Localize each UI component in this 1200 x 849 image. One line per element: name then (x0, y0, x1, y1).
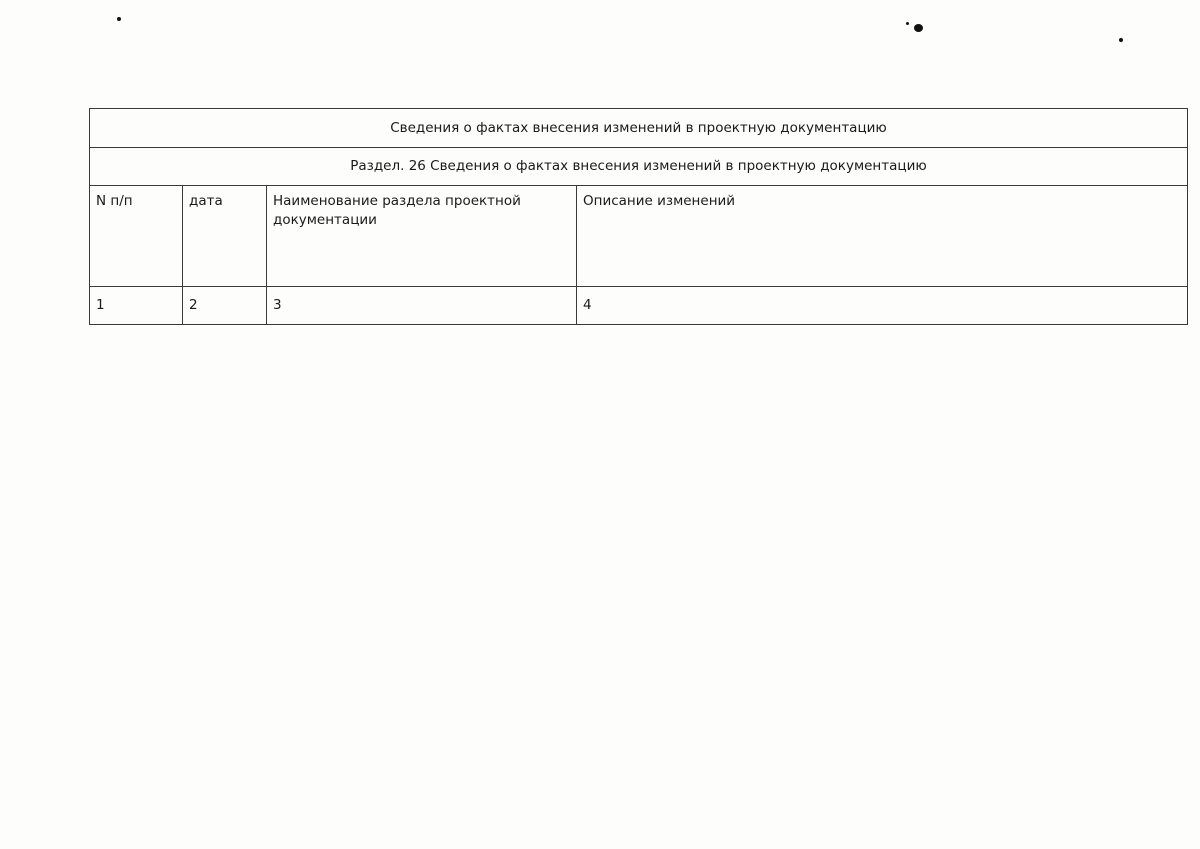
column-number-cell: 1 (90, 287, 183, 325)
column-number-cell: 3 (267, 287, 577, 325)
column-number-cell: 4 (577, 287, 1188, 325)
header-cell-number: N п/п (90, 186, 183, 287)
table-title-row (90, 109, 1188, 148)
header-cell-date: дата (183, 186, 267, 287)
change-log-table (89, 108, 1188, 325)
table-title: Сведения о фактах внесения изменений в проектную документацию (90, 109, 1188, 148)
scan-speck (906, 22, 909, 25)
header-cell-section-name: Наименование раздела проектной документации (267, 186, 577, 287)
section-title: Раздел. 26 Сведения о фактах внесения изменений в проектную документацию (90, 148, 1188, 186)
column-number-cell: 2 (183, 287, 267, 325)
scan-speck (117, 17, 121, 21)
section-row (90, 148, 1188, 186)
column-number-row (90, 287, 1188, 325)
scan-speck (914, 24, 923, 32)
scan-speck (1119, 38, 1123, 42)
header-cell-description: Описание изменений (577, 186, 1188, 287)
header-row (90, 186, 1188, 287)
